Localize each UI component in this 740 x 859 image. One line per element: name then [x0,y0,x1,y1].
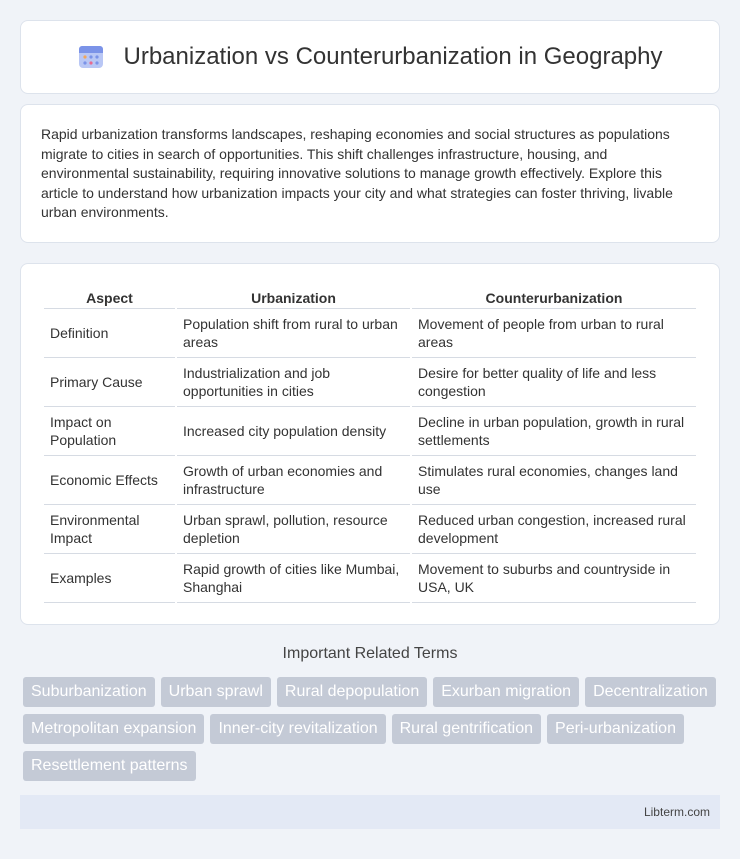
comparison-table [42,284,698,603]
tag-metropolitan-expansion[interactable]: Metropolitan expansion [23,714,204,744]
related-terms-title: Important Related Terms [282,645,458,662]
table-row [44,358,696,407]
related-terms-list [23,677,723,781]
tag-rural-gentrification[interactable]: Rural gentrification [392,714,541,744]
cell-urbanization: Population shift from rural to urban areas [177,309,410,358]
cell-counterurbanization: Movement of people from urban to rural areas [412,309,696,358]
cell-urbanization: Growth of urban economies and infrastructure [177,456,410,505]
calendar-grid-icon [78,44,104,70]
cell-urbanization: Increased city population density [177,407,410,456]
table-row [44,456,696,505]
tag-peri-urbanization[interactable]: Peri-urbanization [547,714,684,744]
tag-rural-depopulation[interactable]: Rural depopulation [277,677,427,707]
header-urbanization: Urbanization [177,284,410,309]
header-card [20,20,720,94]
tag-decentralization[interactable]: Decentralization [585,677,716,707]
cell-counterurbanization: Desire for better quality of life and less congestion [412,358,696,407]
table-row [44,309,696,358]
cell-aspect: Environmental Impact [44,505,175,554]
tag-urban-sprawl[interactable]: Urban sprawl [161,677,271,707]
table-header-row [44,284,696,309]
page-title: Urbanization vs Counterurbanization in Geography [123,43,663,70]
cell-urbanization: Industrialization and job opportunities in cities [177,358,410,407]
table-row [44,554,696,603]
cell-aspect: Impact on Population [44,407,175,456]
table-row [44,505,696,554]
cell-counterurbanization: Decline in urban population, growth in rural settlements [412,407,696,456]
cell-aspect: Definition [44,309,175,358]
footer-site-link[interactable]: Libterm.com [643,805,710,819]
cell-counterurbanization: Movement to suburbs and countryside in USA, UK [412,554,696,603]
tag-exurban-migration[interactable]: Exurban migration [433,677,579,707]
cell-urbanization: Urban sprawl, pollution, resource depletion [177,505,410,554]
cell-urbanization: Rapid growth of cities like Mumbai, Shanghai [177,554,410,603]
tag-inner-city-revitalization[interactable]: Inner-city revitalization [210,714,385,744]
footer [20,795,720,829]
cell-counterurbanization: Reduced urban congestion, increased rural development [412,505,696,554]
tag-suburbanization[interactable]: Suburbanization [23,677,155,707]
cell-aspect: Primary Cause [44,358,175,407]
cell-aspect: Examples [44,554,175,603]
intro-card [20,104,720,243]
tag-resettlement-patterns[interactable]: Resettlement patterns [23,751,196,781]
table-row [44,407,696,456]
comparison-table-card [20,263,720,625]
header-aspect: Aspect [44,284,175,309]
header-counterurbanization: Counterurbanization [412,284,696,309]
cell-counterurbanization: Stimulates rural economies, changes land use [412,456,696,505]
intro-text: Rapid urbanization transforms landscapes, reshaping economies and social structures as populations migrate to cities in search of opportunities. This shift challenges infrastructure, housing, and environmental sustainability, requiring innovative solutions to manage growth effectively. Explore this article to understand how urbanization impacts your city and what strategies can foster thriving, livable urban environments. [41,126,673,220]
cell-aspect: Economic Effects [44,456,175,505]
